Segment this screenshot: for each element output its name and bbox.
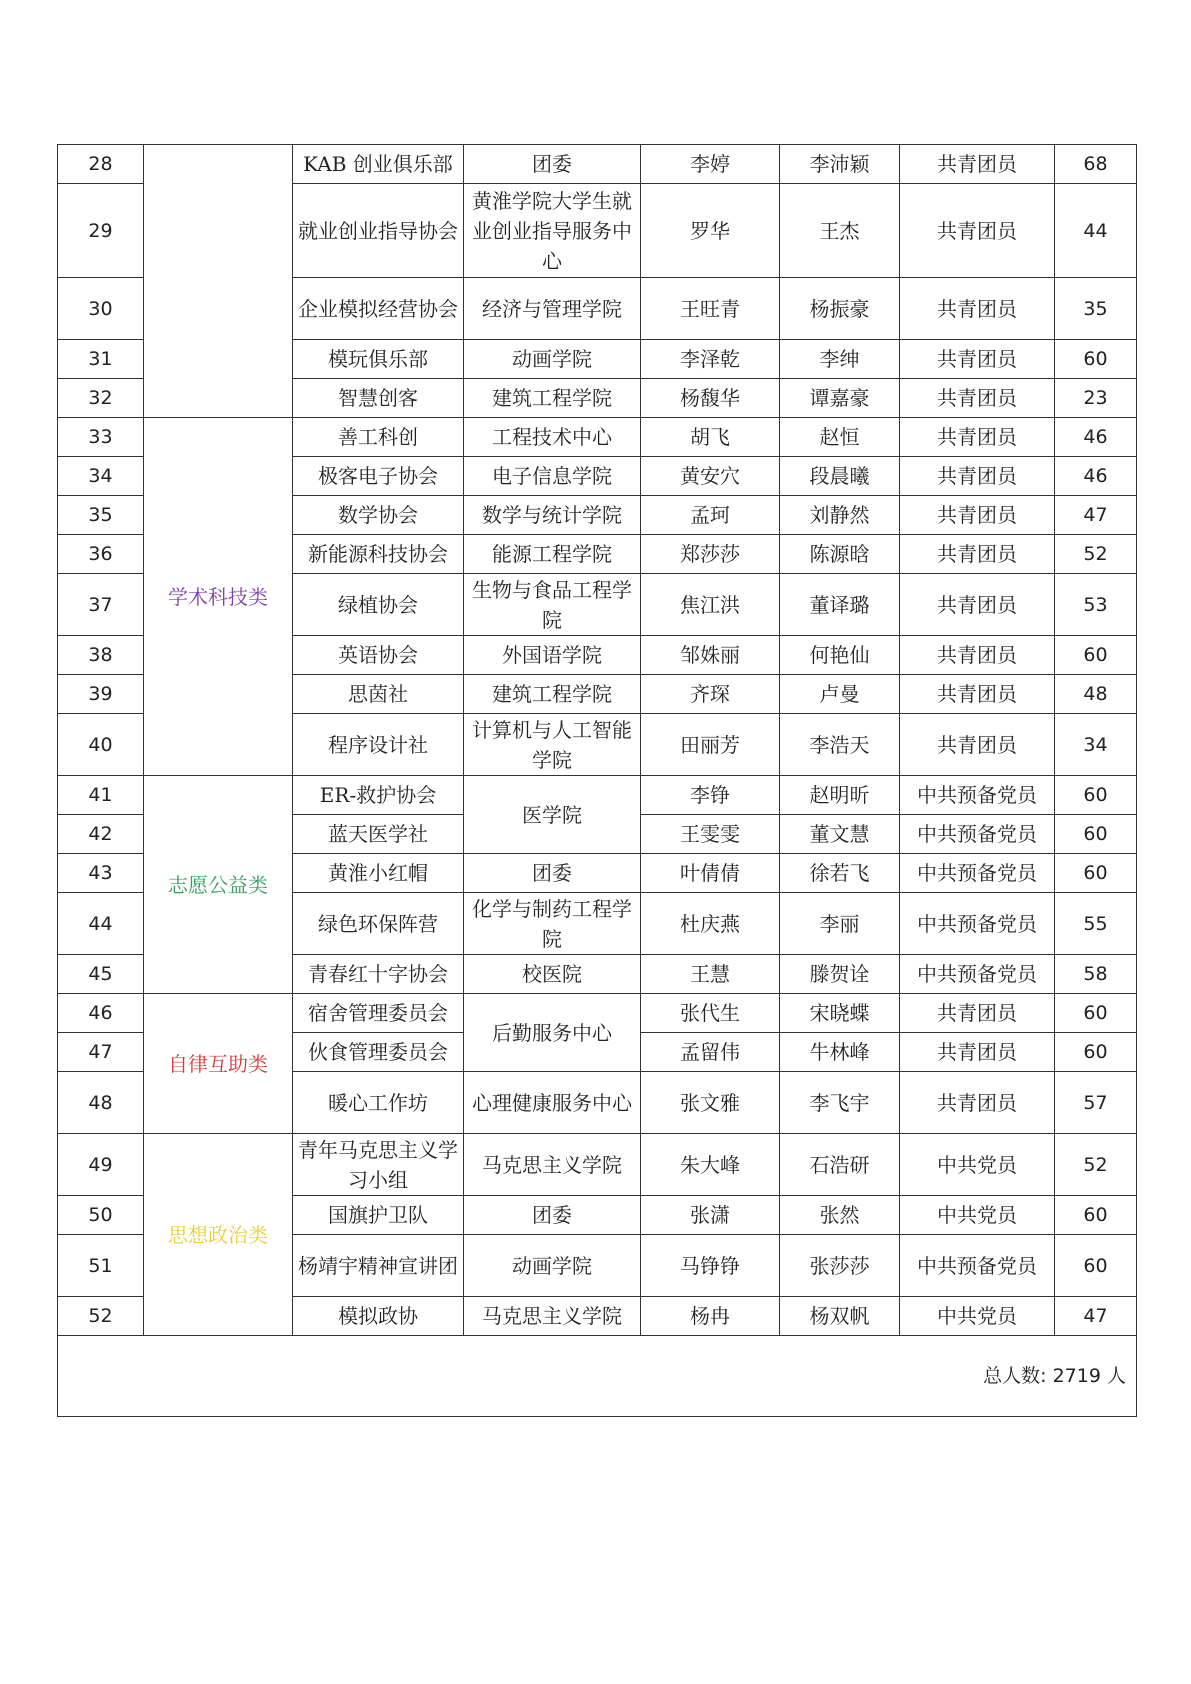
department-cell: 数学与统计学院 [464,496,641,535]
political-status-cell: 中共党员 [900,1196,1055,1235]
member-count-cell: 52 [1055,1134,1137,1196]
category-cell: 志愿公益类 [144,776,293,994]
department-cell: 团委 [464,1196,641,1235]
advisor-cell: 张代生 [641,994,780,1033]
leader-cell: 陈源晗 [780,535,900,574]
department-cell: 生物与食品工程学院 [464,574,641,636]
leader-cell: 杨双帆 [780,1297,900,1336]
member-count-cell: 47 [1055,496,1137,535]
member-count-cell: 57 [1055,1072,1137,1134]
advisor-cell: 李泽乾 [641,340,780,379]
political-status-cell: 共青团员 [900,340,1055,379]
club-name-cell: 青春红十字协会 [293,955,464,994]
advisor-cell: 孟留伟 [641,1033,780,1072]
member-count-cell: 60 [1055,776,1137,815]
row-number-cell: 52 [58,1297,144,1336]
political-status-cell: 共青团员 [900,457,1055,496]
club-name-cell: 宿舍管理委员会 [293,994,464,1033]
club-name-cell: 黄淮小红帽 [293,854,464,893]
department-cell: 心理健康服务中心 [464,1072,641,1134]
department-cell: 动画学院 [464,340,641,379]
member-count-cell: 34 [1055,714,1137,776]
political-status-cell: 共青团员 [900,994,1055,1033]
club-name-cell: 蓝天医学社 [293,815,464,854]
department-cell: 建筑工程学院 [464,379,641,418]
row-number-cell: 30 [58,278,144,340]
advisor-cell: 朱大峰 [641,1134,780,1196]
row-number-cell: 46 [58,994,144,1033]
leader-cell: 李飞宇 [780,1072,900,1134]
advisor-cell: 齐琛 [641,675,780,714]
advisor-cell: 焦江洪 [641,574,780,636]
leader-cell: 李丽 [780,893,900,955]
advisor-cell: 郑莎莎 [641,535,780,574]
department-cell: 建筑工程学院 [464,675,641,714]
row-number-cell: 35 [58,496,144,535]
row-number-cell: 49 [58,1134,144,1196]
category-cell: 思想政治类 [144,1134,293,1336]
political-status-cell: 中共预备党员 [900,776,1055,815]
leader-cell: 李浩天 [780,714,900,776]
club-name-cell: 英语协会 [293,636,464,675]
row-number-cell: 31 [58,340,144,379]
department-cell: 后勤服务中心 [464,994,641,1072]
row-number-cell: 38 [58,636,144,675]
member-count-cell: 60 [1055,636,1137,675]
leader-cell: 李绅 [780,340,900,379]
advisor-cell: 胡飞 [641,418,780,457]
row-number-cell: 50 [58,1196,144,1235]
leader-cell: 卢曼 [780,675,900,714]
row-number-cell: 34 [58,457,144,496]
leader-cell: 赵恒 [780,418,900,457]
club-name-cell: 杨靖宇精神宣讲团 [293,1235,464,1297]
row-number-cell: 47 [58,1033,144,1072]
row-number-cell: 41 [58,776,144,815]
member-count-cell: 52 [1055,535,1137,574]
category-cell [144,145,293,418]
leader-cell: 张然 [780,1196,900,1235]
department-cell: 校医院 [464,955,641,994]
member-count-cell: 47 [1055,1297,1137,1336]
political-status-cell: 共青团员 [900,714,1055,776]
table-row [58,994,1137,1033]
leader-cell: 杨振豪 [780,278,900,340]
leader-cell: 牛林峰 [780,1033,900,1072]
department-cell: 马克思主义学院 [464,1297,641,1336]
club-name-cell: 模玩俱乐部 [293,340,464,379]
row-number-cell: 39 [58,675,144,714]
member-count-cell: 55 [1055,893,1137,955]
political-status-cell: 共青团员 [900,675,1055,714]
political-status-cell: 共青团员 [900,184,1055,278]
political-status-cell: 共青团员 [900,145,1055,184]
department-cell: 化学与制药工程学院 [464,893,641,955]
advisor-cell: 杜庆燕 [641,893,780,955]
leader-cell: 王杰 [780,184,900,278]
club-name-cell: 思茵社 [293,675,464,714]
category-cell: 学术科技类 [144,418,293,776]
table-row [58,1134,1137,1196]
advisor-cell: 黄安穴 [641,457,780,496]
department-cell: 电子信息学院 [464,457,641,496]
department-cell: 能源工程学院 [464,535,641,574]
advisor-cell: 杨馥华 [641,379,780,418]
member-count-cell: 60 [1055,1033,1137,1072]
member-count-cell: 46 [1055,457,1137,496]
department-cell: 团委 [464,145,641,184]
political-status-cell: 共青团员 [900,574,1055,636]
member-count-cell: 44 [1055,184,1137,278]
political-status-cell: 中共党员 [900,1134,1055,1196]
member-count-cell: 46 [1055,418,1137,457]
total-members-cell: 总人数: 2719 人 [58,1336,1137,1417]
club-name-cell: 青年马克思主义学习小组 [293,1134,464,1196]
club-name-cell: 数学协会 [293,496,464,535]
advisor-cell: 马铮铮 [641,1235,780,1297]
advisor-cell: 王雯雯 [641,815,780,854]
club-name-cell: 暖心工作坊 [293,1072,464,1134]
club-name-cell: 极客电子协会 [293,457,464,496]
political-status-cell: 共青团员 [900,1033,1055,1072]
leader-cell: 李沛颖 [780,145,900,184]
leader-cell: 滕贺诠 [780,955,900,994]
member-count-cell: 53 [1055,574,1137,636]
political-status-cell: 中共预备党员 [900,955,1055,994]
leader-cell: 宋晓蝶 [780,994,900,1033]
department-cell: 外国语学院 [464,636,641,675]
advisor-cell: 孟珂 [641,496,780,535]
department-cell: 医学院 [464,776,641,854]
leader-cell: 段晨曦 [780,457,900,496]
political-status-cell: 共青团员 [900,636,1055,675]
political-status-cell: 中共党员 [900,1297,1055,1336]
club-name-cell: 程序设计社 [293,714,464,776]
club-name-cell: KAB 创业俱乐部 [293,145,464,184]
political-status-cell: 共青团员 [900,535,1055,574]
club-name-cell: 伙食管理委员会 [293,1033,464,1072]
row-number-cell: 28 [58,145,144,184]
club-name-cell: 就业创业指导协会 [293,184,464,278]
advisor-cell: 王旺青 [641,278,780,340]
leader-cell: 赵明昕 [780,776,900,815]
member-count-cell: 58 [1055,955,1137,994]
member-count-cell: 60 [1055,854,1137,893]
club-name-cell: 绿植协会 [293,574,464,636]
member-count-cell: 60 [1055,815,1137,854]
department-cell: 动画学院 [464,1235,641,1297]
leader-cell: 董文慧 [780,815,900,854]
department-cell: 马克思主义学院 [464,1134,641,1196]
advisor-cell: 张潇 [641,1196,780,1235]
club-name-cell: 智慧创客 [293,379,464,418]
department-cell: 经济与管理学院 [464,278,641,340]
advisor-cell: 张文雅 [641,1072,780,1134]
member-count-cell: 48 [1055,675,1137,714]
political-status-cell: 中共预备党员 [900,854,1055,893]
row-number-cell: 32 [58,379,144,418]
leader-cell: 刘静然 [780,496,900,535]
leader-cell: 董译璐 [780,574,900,636]
advisor-cell: 邹姝丽 [641,636,780,675]
advisor-cell: 李铮 [641,776,780,815]
row-number-cell: 40 [58,714,144,776]
leader-cell: 徐若飞 [780,854,900,893]
advisor-cell: 李婷 [641,145,780,184]
row-number-cell: 37 [58,574,144,636]
political-status-cell: 共青团员 [900,278,1055,340]
member-count-cell: 60 [1055,994,1137,1033]
row-number-cell: 29 [58,184,144,278]
table-row [58,418,1137,457]
political-status-cell: 共青团员 [900,379,1055,418]
club-name-cell: 国旗护卫队 [293,1196,464,1235]
club-name-cell: 企业模拟经营协会 [293,278,464,340]
leader-cell: 石浩研 [780,1134,900,1196]
leader-cell: 张莎莎 [780,1235,900,1297]
club-name-cell: ER-救护协会 [293,776,464,815]
advisor-cell: 田丽芳 [641,714,780,776]
department-cell: 黄淮学院大学生就业创业指导服务中心 [464,184,641,278]
political-status-cell: 中共预备党员 [900,815,1055,854]
club-name-cell: 新能源科技协会 [293,535,464,574]
club-name-cell: 绿色环保阵营 [293,893,464,955]
member-count-cell: 60 [1055,1196,1137,1235]
row-number-cell: 48 [58,1072,144,1134]
table-row [58,145,1137,184]
advisor-cell: 罗华 [641,184,780,278]
political-status-cell: 共青团员 [900,496,1055,535]
club-roster-table [57,144,1137,1417]
advisor-cell: 叶倩倩 [641,854,780,893]
political-status-cell: 共青团员 [900,1072,1055,1134]
leader-cell: 何艳仙 [780,636,900,675]
advisor-cell: 杨冉 [641,1297,780,1336]
row-number-cell: 51 [58,1235,144,1297]
table-row [58,776,1137,815]
political-status-cell: 中共预备党员 [900,1235,1055,1297]
member-count-cell: 35 [1055,278,1137,340]
advisor-cell: 王慧 [641,955,780,994]
member-count-cell: 60 [1055,340,1137,379]
row-number-cell: 43 [58,854,144,893]
political-status-cell: 共青团员 [900,418,1055,457]
member-count-cell: 23 [1055,379,1137,418]
row-number-cell: 45 [58,955,144,994]
row-number-cell: 42 [58,815,144,854]
row-number-cell: 33 [58,418,144,457]
club-roster-page [57,144,1136,1417]
category-cell: 自律互助类 [144,994,293,1134]
row-number-cell: 36 [58,535,144,574]
row-number-cell: 44 [58,893,144,955]
political-status-cell: 中共预备党员 [900,893,1055,955]
department-cell: 计算机与人工智能学院 [464,714,641,776]
department-cell: 团委 [464,854,641,893]
leader-cell: 谭嘉豪 [780,379,900,418]
club-name-cell: 善工科创 [293,418,464,457]
member-count-cell: 68 [1055,145,1137,184]
department-cell: 工程技术中心 [464,418,641,457]
club-name-cell: 模拟政协 [293,1297,464,1336]
member-count-cell: 60 [1055,1235,1137,1297]
